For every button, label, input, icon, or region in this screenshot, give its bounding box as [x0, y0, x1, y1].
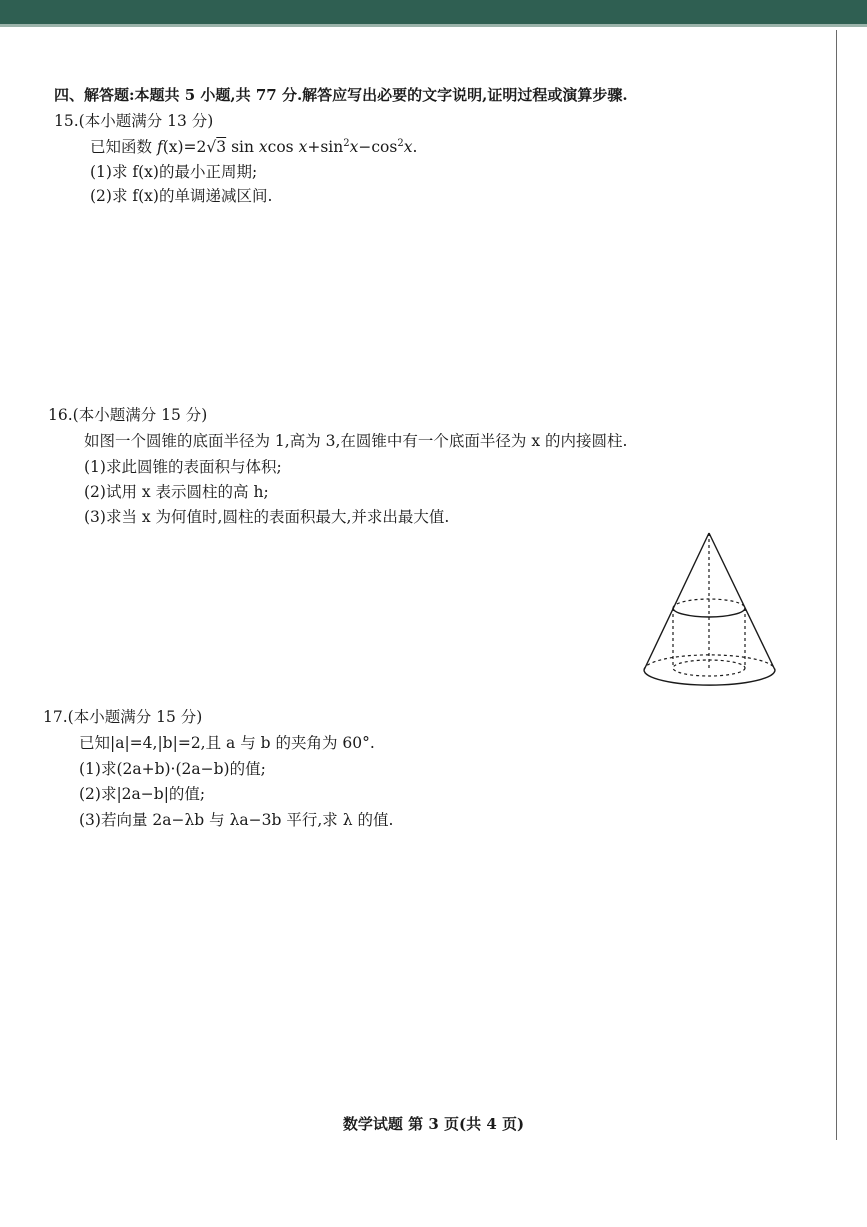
q16-heading [48, 405, 207, 425]
cone-right-edge [709, 533, 775, 670]
q15-formula-part-d: −cos [358, 138, 398, 156]
cone-left-edge [644, 533, 709, 670]
q17-part1: (1)求(2a+b)·(2a−b)的值; [79, 760, 266, 778]
q15-heading [54, 111, 213, 131]
q16-points: (本小题满分 15 分) [72, 406, 208, 424]
q15-formula-var3: x [349, 138, 359, 156]
cone-cylinder-figure [638, 528, 783, 693]
q15-stem-prefix: 已知函数 [90, 138, 153, 156]
q15-formula-f: f [156, 138, 163, 156]
q15-formula-part-a: sin [231, 138, 259, 156]
page-footer: 数学试题 第 3 页(共 4 页) [342, 1115, 525, 1133]
q15-stem [90, 137, 417, 157]
q15-formula-part-b: cos [267, 138, 299, 156]
q15-formula-var4: x [403, 138, 413, 156]
q15-formula-var2: x [298, 138, 308, 156]
q15-formula-x: (x)=2 [162, 138, 207, 156]
cone-base-front [644, 670, 775, 685]
q15-formula-exp1: 2 [343, 137, 350, 149]
q15-formula-exp2: 2 [397, 137, 404, 149]
q15-number: 15. [54, 112, 79, 130]
q16-number: 16. [48, 406, 73, 424]
q16-part1: (1)求此圆锥的表面积与体积; [84, 458, 282, 476]
q15-formula-end: . [412, 138, 418, 156]
q16-part3: (3)求当 x 为何值时,圆柱的表面积最大,并求出最大值. [84, 508, 450, 526]
q15-points: (本小题满分 13 分) [78, 112, 214, 130]
q17-heading [43, 707, 202, 727]
q15-part1: (1)求 f(x)的最小正周期; [90, 163, 258, 181]
q16-stem: 如图一个圆锥的底面半径为 1,高为 3,在圆锥中有一个底面半径为 x 的内接圆柱. [84, 432, 628, 450]
q17-part2: (2)求|2a−b|的值; [79, 785, 206, 803]
q17-points: (本小题满分 15 分) [67, 708, 203, 726]
section-header: 四、解答题:本题共 5 小题,共 77 分.解答应写出必要的文字说明,证明过程或演算步骤. [54, 86, 628, 104]
q15-formula-var1: x [258, 138, 268, 156]
q17-part3: (3)若向量 2a−λb 与 λa−3b 平行,求 λ 的值. [79, 811, 394, 829]
scan-right-edge-line [836, 30, 837, 1140]
q15-formula-root: 3 [216, 138, 227, 156]
scan-top-bar-edge [0, 24, 867, 27]
q17-number: 17. [43, 708, 68, 726]
q15-part2: (2)求 f(x)的单调递减区间. [90, 187, 273, 205]
q15-formula-part-c: +sin [307, 138, 344, 156]
q16-part2: (2)试用 x 表示圆柱的高 h; [84, 483, 269, 501]
q17-stem: 已知|a|=4,|b|=2,且 a 与 b 的夹角为 60°. [79, 734, 375, 752]
scan-top-bar [0, 0, 867, 24]
q15-sqrt-icon: √ [206, 138, 217, 156]
